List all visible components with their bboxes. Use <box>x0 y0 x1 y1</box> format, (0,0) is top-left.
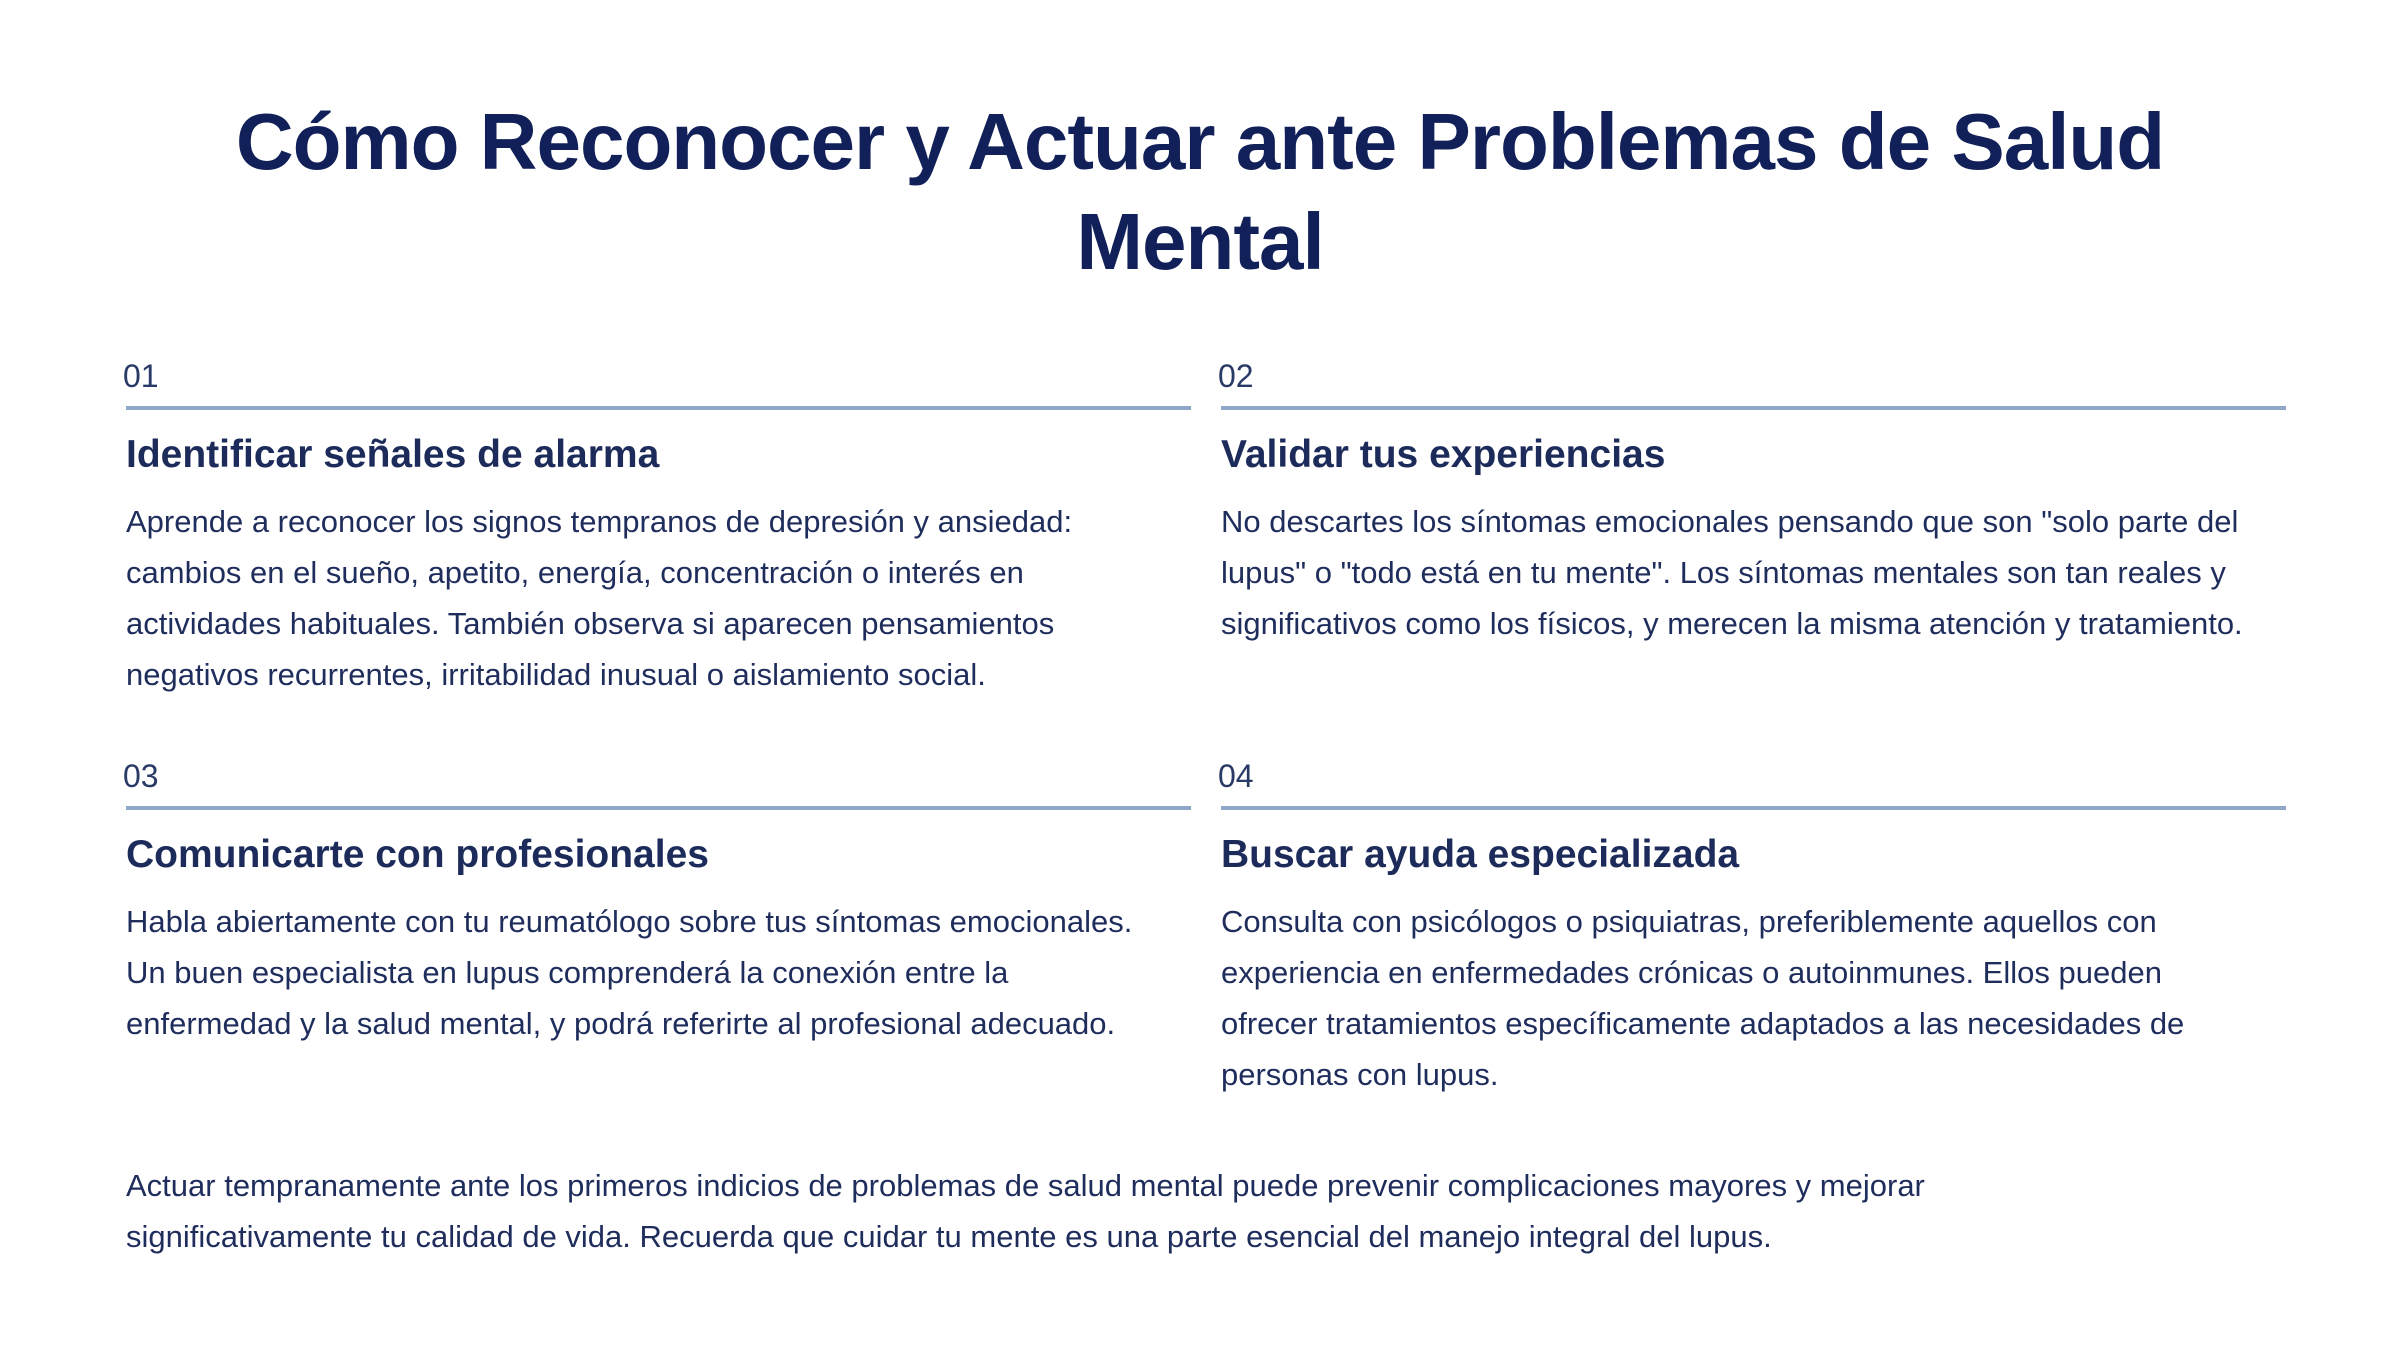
card-divider <box>1221 806 2286 810</box>
card-body: Aprende a reconocer los signos tempranos de depresión y ansiedad: cambios en el sueño, apetito, energía, concentración o interés en actividades habituales. También observa si aparecen pensamientos negativos recurrentes, irritabilidad inusual o aislamiento social. <box>126 504 1073 692</box>
card-heading: Validar tus experiencias <box>1221 433 1666 476</box>
card-body: No descartes los síntomas emocionales pensando que son "solo parte del lupus" o "todo está en tu mente". Los síntomas mentales son tan reales y significativos como los físicos, y merecen la misma atención y tratamiento. <box>1221 504 2243 641</box>
card-number: 02 <box>1218 358 1254 394</box>
card-body: Habla abiertamente con tu reumatólogo sobre tus síntomas emocionales. Un buen especialista en lupus comprenderá la conexión entre la enfermedad y la salud mental, y podrá referirte al profesional adecuado. <box>126 904 1133 1041</box>
card-number: 04 <box>1218 758 1254 794</box>
card-body: Consulta con psicólogos o psiquiatras, preferiblemente aquellos con experiencia en enfermedades crónicas o autoinmunes. Ellos pueden ofrecer tratamientos específicamente adaptados a las necesidades de personas con lupus. <box>1221 904 2185 1092</box>
card-heading: Comunicarte con profesionales <box>126 833 709 876</box>
card-03 <box>123 756 1191 1049</box>
card-04 <box>1218 756 2286 1100</box>
card-divider <box>126 406 1191 410</box>
card-divider <box>1221 406 2286 410</box>
card-heading: Identificar señales de alarma <box>126 433 660 476</box>
card-02 <box>1218 356 2286 649</box>
card-heading: Buscar ayuda especializada <box>1221 833 1740 876</box>
card-number: 01 <box>123 358 159 394</box>
page-title: Cómo Reconocer y Actuar ante Problemas de Salud Mental <box>235 97 2165 286</box>
card-divider <box>126 806 1191 810</box>
footer-note: Actuar tempranamente ante los primeros indicios de problemas de salud mental puede prevenir complicaciones mayores y mejorar significativamente tu calidad de vida. Recuerda que cuidar tu mente es una parte esencial del manejo integral del lupus. <box>126 1168 1925 1254</box>
card-01 <box>123 356 1191 700</box>
card-number: 03 <box>123 758 159 794</box>
